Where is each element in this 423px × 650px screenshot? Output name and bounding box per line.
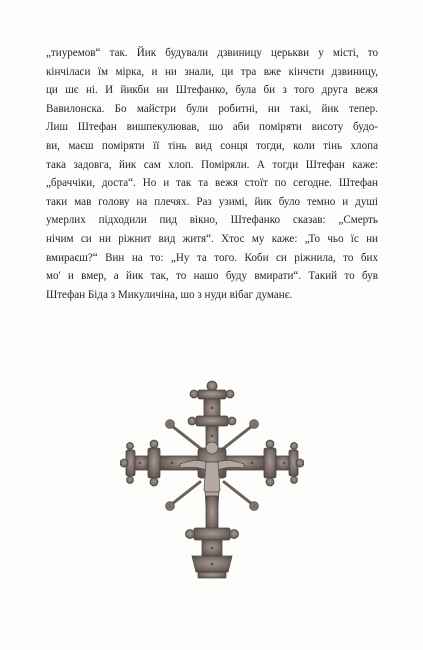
crucifix-drawing <box>120 378 304 588</box>
bottom-arm <box>186 496 239 578</box>
text-line: „тиуремов“ так. Йик будували дзвиницу церькви у місті, то <box>46 47 378 59</box>
text-line: „браччіки, доста“. Но и так та вежя стоїт по сегодне. Штефан <box>46 177 378 190</box>
body-text <box>46 44 378 304</box>
text-line: умерлих підходили пид вікно, Штефанко сказав: „Смерть <box>46 214 378 227</box>
text-line: така задовга, йик сам хлоп. Поміряли. А тогди Штефан каже: <box>46 158 378 171</box>
text-line: кінчіласи їм мірка, и ни знали, ци тра вже кінчєти дзвиницу, <box>46 65 378 78</box>
text-line: Лиш Штефан вишпекулював, шо аби поміряти висоту будо- <box>46 121 378 134</box>
text-line: нічим си ни ріжнит вид житя“. Хтос му каже: „То чьо їс ни <box>46 232 378 245</box>
text-line: ви, маєш поміряти її тінь вид сонця тогди, коли тінь хлопа <box>46 139 378 152</box>
ornate-crucifix-icon <box>120 378 304 588</box>
text-line: мо' и вмер, а йик так, то нашо буду вмирати“. Такий то був <box>46 270 378 283</box>
text-line: Штефан Біда з Микуличіна, шо з нуди вібаг думанє. <box>46 288 293 301</box>
text-line: ци шє ні. И йикби ни Штефанко, була би з того друга вежя <box>46 84 378 97</box>
text-line: Вавилонска. Бо майстри були робитні, ни такі, йик тепер. <box>46 102 378 115</box>
text-line: таки мав голову на плечях. Раз узимі, йик було темно и душі <box>46 195 378 208</box>
text-line: вмираєш?“ Вин на то: „Ну та того. Коби си ріжнила, то бих <box>46 251 378 264</box>
